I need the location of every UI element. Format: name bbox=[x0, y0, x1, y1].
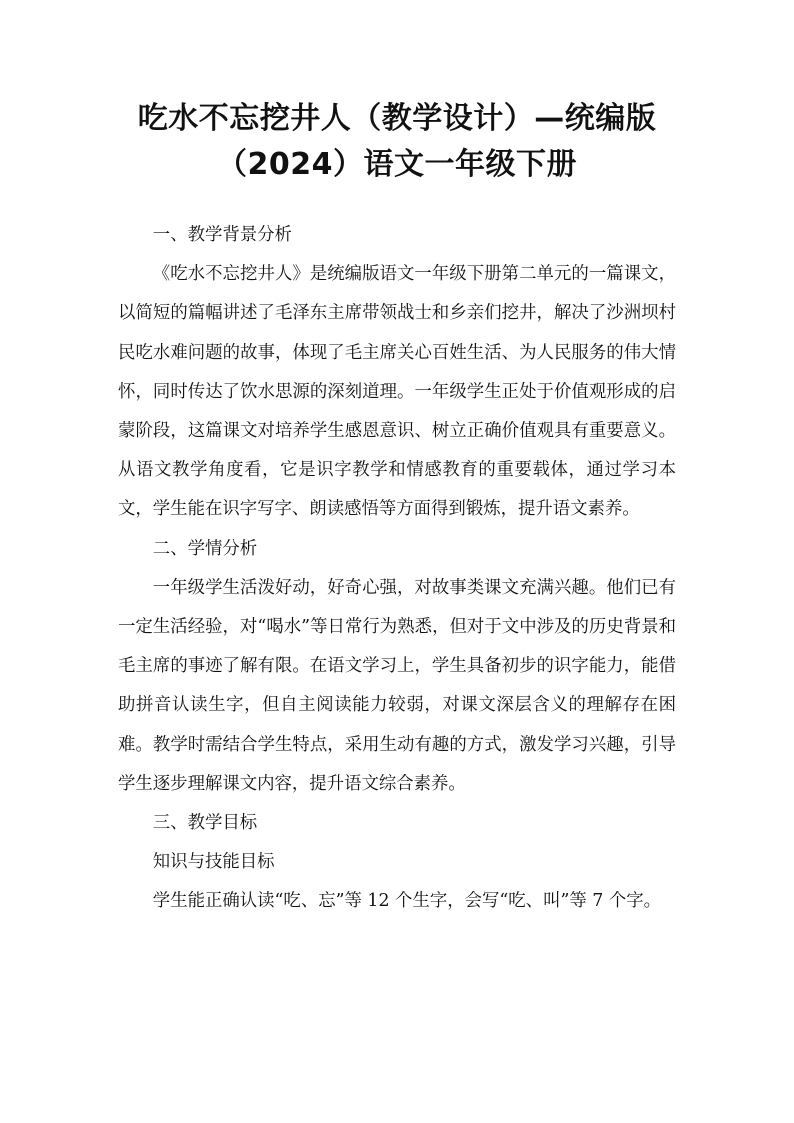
section-heading-objectives: 三、教学目标 bbox=[152, 813, 258, 834]
paragraph-learner-analysis: 一年级学生活泼好动，好奇心强，对故事类课文充满兴趣。他们已有一定生活经验，对“喝水”等日常行为熟悉，但对于文中涉及的历史背景和毛主席的事迹了解有限。在语文学习上，学生具备初步的识字能力，能借助拼音认读生字，但自主阅读能力较弱，对课文深层含义的理解存在困难。教学时需结合学生特点，采用生动有趣的方式，激发学习兴趣，引导学生逐步理解课文内容，提升语文综合素养。 bbox=[118, 577, 676, 794]
title-line-2: （2024）语文一年级下册 bbox=[217, 147, 577, 182]
section-heading-background: 一、教学背景分析 bbox=[152, 225, 292, 245]
section-heading-learner-analysis: 二、学情分析 bbox=[152, 538, 258, 559]
document-body bbox=[118, 216, 676, 922]
paragraph-background: 《吃水不忘挖井人》是统编版语文一年级下册第二单元的一篇课文，以简短的篇幅讲述了毛泽东主席带领战士和乡亲们挖井，解决了沙洲坝村民吃水难问题的故事，体现了毛主席关心百姓生活、为人民服务的伟大情怀，同时传达了饮水思源的深刻道理。一年级学生正处于价值观形成的启蒙阶段，这篇课文对培养学生感恩意识、树立正确价值观具有重要意义。从语文教学角度看，它是识字教学和情感教育的重要载体，通过学习本文，学生能在识字写字、朗读感悟等方面得到锻炼，提升语文素养。 bbox=[118, 264, 676, 520]
document-title bbox=[118, 96, 676, 188]
subheading-knowledge-skills: 知识与技能目标 bbox=[152, 852, 275, 873]
title-line-1: 吃水不忘挖井人（教学设计）—统编版 bbox=[137, 101, 657, 136]
paragraph-objectives: 学生能正确认读“吃、忘”等 12 个生字，会写“吃、叫”等 7 个字。 bbox=[152, 891, 662, 912]
document-page bbox=[118, 96, 676, 922]
